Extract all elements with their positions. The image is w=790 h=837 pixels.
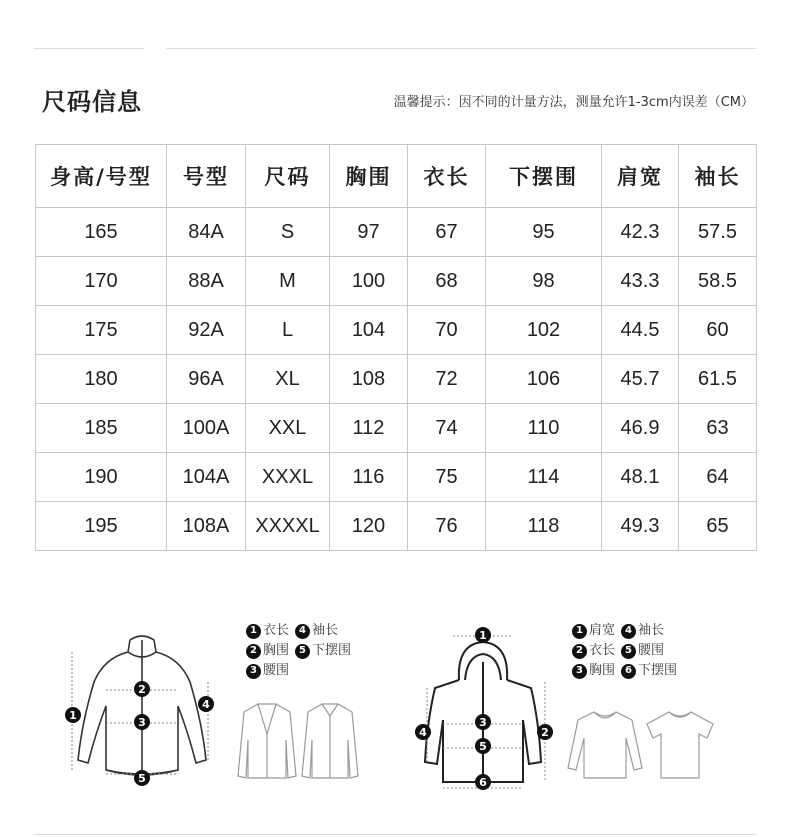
- table-cell: 195: [36, 502, 167, 551]
- table-cell: 108: [330, 355, 408, 404]
- table-cell: 100: [330, 257, 408, 306]
- legend-label: 肩宽: [589, 623, 616, 638]
- column-header: 尺码: [246, 145, 330, 208]
- table-cell: 165: [36, 208, 167, 257]
- legend-number: 3: [572, 664, 587, 679]
- table-cell: 68: [408, 257, 486, 306]
- table-cell: XL: [246, 355, 330, 404]
- column-header: 下摆围: [486, 145, 602, 208]
- table-cell: 58.5: [679, 257, 757, 306]
- table-cell: 67: [408, 208, 486, 257]
- table-cell: 84A: [167, 208, 246, 257]
- table-cell: 180: [36, 355, 167, 404]
- legend-number: 1: [246, 624, 261, 639]
- table-cell: 95: [486, 208, 602, 257]
- tshirt-icon: [645, 708, 715, 782]
- table-cell: 44.5: [602, 306, 679, 355]
- legend-number: 4: [621, 624, 636, 639]
- jacket-diagram: [60, 622, 230, 792]
- marker-4-label: 4: [202, 698, 210, 711]
- table-cell: 88A: [167, 257, 246, 306]
- table-cell: 63: [679, 404, 757, 453]
- marker-1-label: 1: [479, 629, 487, 642]
- shirt-icon: [300, 700, 360, 782]
- table-cell: 49.3: [602, 502, 679, 551]
- table-cell: 190: [36, 453, 167, 502]
- table-cell: 72: [408, 355, 486, 404]
- table-cell: 96A: [167, 355, 246, 404]
- table-cell: 120: [330, 502, 408, 551]
- hoodie-legend: [572, 621, 677, 681]
- table-cell: 92A: [167, 306, 246, 355]
- measurement-tip: 温馨提示：因不同的计量方法，测量允许1-3cm内误差（CM）: [393, 95, 754, 110]
- legend-number: 5: [295, 644, 310, 659]
- legend-label: 下摆围: [312, 643, 352, 658]
- column-header: 袖长: [679, 145, 757, 208]
- jacket-markers: [65, 681, 214, 786]
- legend-label: 胸围: [263, 643, 290, 658]
- legend-label: 胸围: [589, 663, 616, 678]
- top-rule-left: [34, 48, 144, 49]
- legend-label: 腰围: [263, 663, 290, 678]
- marker-1-label: 1: [69, 709, 77, 722]
- marker-3-label: 3: [138, 716, 146, 729]
- table-cell: 110: [486, 404, 602, 453]
- table-cell: 64: [679, 453, 757, 502]
- table-cell: M: [246, 257, 330, 306]
- table-cell: 116: [330, 453, 408, 502]
- table-header-row: [36, 145, 757, 208]
- table-cell: 114: [486, 453, 602, 502]
- table-row: [36, 208, 757, 257]
- table-cell: 70: [408, 306, 486, 355]
- top-rule-right: [166, 48, 756, 49]
- marker-2-label: 2: [138, 683, 146, 696]
- column-header: 号型: [167, 145, 246, 208]
- column-header: 胸围: [330, 145, 408, 208]
- legend-label: 衣长: [589, 643, 616, 658]
- blazer-icon: [236, 700, 298, 782]
- legend-label: 下摆围: [638, 663, 678, 678]
- table-cell: 74: [408, 404, 486, 453]
- sweatshirt-icon: [566, 708, 644, 782]
- table-cell: 45.7: [602, 355, 679, 404]
- table-cell: XXL: [246, 404, 330, 453]
- table-row: [36, 355, 757, 404]
- table-cell: 170: [36, 257, 167, 306]
- table-cell: 65: [679, 502, 757, 551]
- table-cell: 118: [486, 502, 602, 551]
- table-cell: 98: [486, 257, 602, 306]
- table-cell: 57.5: [679, 208, 757, 257]
- table-cell: 61.5: [679, 355, 757, 404]
- column-header: 肩宽: [602, 145, 679, 208]
- size-table: [35, 144, 757, 551]
- column-header: 身高/号型: [36, 145, 167, 208]
- legend-label: 腰围: [638, 643, 665, 658]
- table-cell: 102: [486, 306, 602, 355]
- legend-number: 2: [246, 644, 261, 659]
- bottom-rule: [34, 834, 756, 835]
- table-cell: S: [246, 208, 330, 257]
- table-cell: 104: [330, 306, 408, 355]
- marker-5-label: 5: [479, 740, 487, 753]
- legend-label: 袖长: [638, 623, 665, 638]
- table-row: [36, 502, 757, 551]
- table-cell: 42.3: [602, 208, 679, 257]
- table-cell: 106: [486, 355, 602, 404]
- legend-number: 1: [572, 624, 587, 639]
- marker-6-label: 6: [479, 776, 487, 789]
- table-row: [36, 257, 757, 306]
- table-cell: XXXXL: [246, 502, 330, 551]
- legend-number: 4: [295, 624, 310, 639]
- table-cell: 46.9: [602, 404, 679, 453]
- marker-3-label: 3: [479, 716, 487, 729]
- table-cell: 75: [408, 453, 486, 502]
- table-cell: 104A: [167, 453, 246, 502]
- table-cell: L: [246, 306, 330, 355]
- table-cell: 97: [330, 208, 408, 257]
- legend-label: 袖长: [312, 623, 339, 638]
- table-cell: 48.1: [602, 453, 679, 502]
- table-cell: 100A: [167, 404, 246, 453]
- table-cell: 112: [330, 404, 408, 453]
- column-header: 衣长: [408, 145, 486, 208]
- jacket-legend: [246, 621, 351, 681]
- table-cell: 76: [408, 502, 486, 551]
- marker-5-label: 5: [138, 772, 146, 785]
- marker-2-label: 2: [541, 726, 549, 739]
- table-cell: 108A: [167, 502, 246, 551]
- table-row: [36, 453, 757, 502]
- legend-number: 6: [621, 664, 636, 679]
- table-row: [36, 404, 757, 453]
- table-cell: 185: [36, 404, 167, 453]
- table-cell: 60: [679, 306, 757, 355]
- legend-number: 3: [246, 664, 261, 679]
- legend-number: 5: [621, 644, 636, 659]
- hoodie-diagram: [405, 622, 570, 792]
- page-title: 尺码信息: [42, 88, 142, 116]
- legend-label: 衣长: [263, 623, 290, 638]
- legend-number: 2: [572, 644, 587, 659]
- table-cell: 175: [36, 306, 167, 355]
- marker-4-label: 4: [419, 726, 427, 739]
- table-row: [36, 306, 757, 355]
- table-cell: 43.3: [602, 257, 679, 306]
- table-cell: XXXL: [246, 453, 330, 502]
